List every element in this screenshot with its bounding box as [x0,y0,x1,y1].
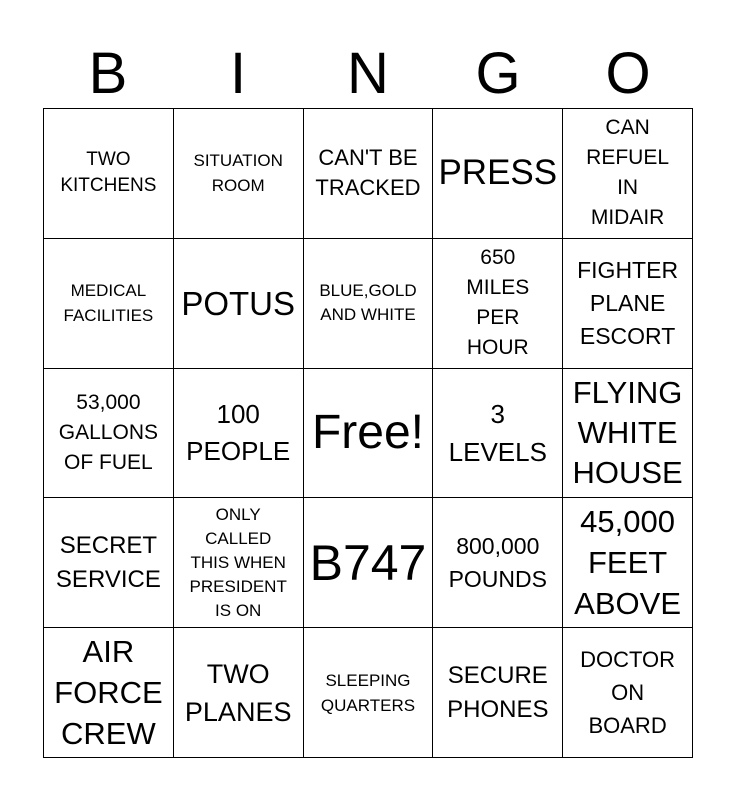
cell-label: ONLY CALLED THIS WHEN PRESIDENT IS ON [189,504,287,620]
cell-label: TWO PLANES [184,658,292,727]
cell-label: SECURE PHONES [447,661,549,723]
cell-label: CAN'T BE TRACKED [315,145,421,201]
bingo-grid [43,108,693,758]
cell-label: 650 MILES PER HOUR [466,246,530,360]
bingo-cell[interactable] [304,498,434,628]
bingo-cell[interactable] [174,369,304,499]
bingo-cell[interactable] [563,239,693,369]
cell-label: B747 [309,534,427,591]
cell-label: TWO KITCHENS [60,149,157,197]
cell-label: 3 LEVELS [448,398,547,467]
header-letter-n: N [347,41,389,106]
cell-label: DOCTOR ON BOARD [580,647,676,739]
bingo-cell[interactable] [563,498,693,628]
bingo-cell[interactable] [304,369,434,499]
cell-label: BLUE,GOLD AND WHITE [319,281,417,325]
cell-label: CAN REFUEL IN MIDAIR [586,116,670,230]
cell-label: 45,000 FEET ABOVE [574,504,681,622]
cell-label: SLEEPING QUARTERS [320,670,416,715]
bingo-cell[interactable] [44,109,174,239]
bingo-cell[interactable] [304,239,434,369]
bingo-cell[interactable] [44,628,174,758]
bingo-cell[interactable] [44,369,174,499]
bingo-cell[interactable] [563,109,693,239]
cell-label: 53,000 GALLONS OF FUEL [58,390,158,474]
bingo-cell[interactable] [44,498,174,628]
cell-label: POTUS [181,284,296,322]
bingo-cell[interactable] [304,628,434,758]
cell-label: Free! [311,405,424,459]
header-letter-o: O [605,41,651,106]
cell-label: PRESS [438,153,558,193]
bingo-cell[interactable] [563,369,693,499]
cell-label: SECRET SERVICE [55,531,161,593]
bingo-cell[interactable] [433,239,563,369]
cell-label: FIGHTER PLANE ESCORT [577,256,679,349]
cell-label: 100 PEOPLE [186,398,291,466]
cell-label: 800,000 POUNDS [448,532,547,592]
cell-label: FLYING WHITE HOUSE [572,374,683,490]
header-letter-g: G [475,41,521,106]
bingo-header [43,40,693,108]
bingo-cell[interactable] [563,628,693,758]
bingo-cell[interactable] [433,628,563,758]
cell-label: SITUATION ROOM [193,151,283,196]
header-letter-b: B [88,41,128,106]
cell-label: AIR FORCE CREW [54,634,163,752]
bingo-cell[interactable] [433,498,563,628]
bingo-cell[interactable] [433,369,563,499]
bingo-cell[interactable] [174,628,304,758]
bingo-cell[interactable] [174,498,304,628]
cell-label: MEDICAL FACILITIES [63,281,154,326]
header-letter-i: I [229,41,247,106]
bingo-cell[interactable] [174,109,304,239]
bingo-cell[interactable] [433,109,563,239]
bingo-cell[interactable] [304,109,434,239]
bingo-cell[interactable] [174,239,304,369]
bingo-cell[interactable] [44,239,174,369]
